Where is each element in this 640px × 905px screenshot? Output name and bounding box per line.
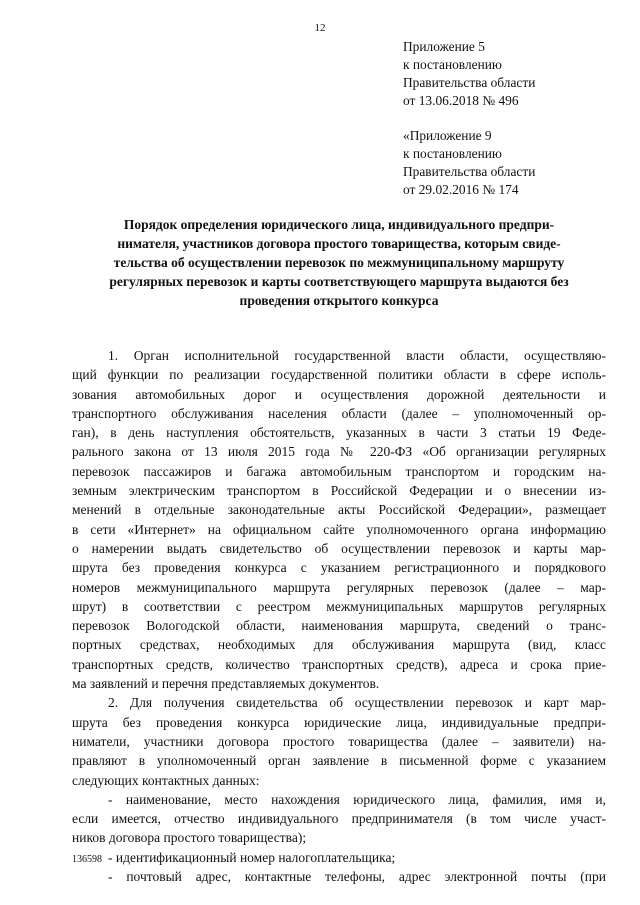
text-line: правляют в уполномоченный орган заявление в письменной форме с указанием <box>72 753 606 769</box>
appendix-line: от 29.02.2016 № 174 <box>403 182 519 197</box>
title-line: тельства об осуществлении перевозок по межмуниципальному маршруту <box>113 255 565 270</box>
text-line: номеров межмуниципального маршрута регулярных перевозок (далее – мар- <box>72 579 606 595</box>
text-line: перевозок пассажиров и багажа автомобильным транспортом и городским на- <box>72 463 606 479</box>
appendix-5-header <box>403 38 613 110</box>
appendix-line: от 13.06.2018 № 496 <box>403 93 519 108</box>
text-line: шрута без проведения конкурса юридические лица, индивидуальные предпри- <box>72 714 606 730</box>
text-line: в сети «Интернет» на официальном сайте уполномоченного органа информацию <box>72 521 606 537</box>
text-line: транспортных средств, количество транспортных средств), адреса и срока прие- <box>72 656 606 672</box>
text-line: портных средствах, необходимых для обслуживания маршрута (вид, класс <box>72 637 606 653</box>
appendix-line: Правительства области <box>403 75 536 90</box>
appendix-line: Приложение 5 <box>403 39 485 54</box>
text-line: земным электрическим транспортом в Российской Федерации и о внесении из- <box>72 483 606 499</box>
text-line: транспортного обслуживания населения области (далее – уполномоченный ор- <box>72 405 606 421</box>
paragraph-1 <box>72 346 606 693</box>
text-line: ма заявлений и перечня представляемых документов. <box>72 676 380 692</box>
list-item-tax-id <box>72 848 606 867</box>
title-line: регулярных перевозок и карты соответствующего маршрута выдаются без <box>109 274 569 289</box>
text-line: менений в отдельные законодательные акты Российской Федерации», размещает <box>72 502 606 518</box>
document-title <box>72 215 606 310</box>
appendix-line: к постановлению <box>403 146 502 161</box>
list-item-contacts <box>72 867 606 886</box>
text-line: - наименование, место нахождения юридического лица, фамилия, имя и, <box>108 791 606 807</box>
document-body <box>72 346 606 886</box>
text-line: - идентификационный номер налогоплательщика; <box>108 849 396 865</box>
text-line: шрута без проведения конкурса с указанием регистрационного и порядкового <box>72 560 606 576</box>
title-line: нимателя, участников договора простого товарищества, которым свиде- <box>117 236 561 251</box>
text-line: шрут) в соответствии с реестром межмуниципальных маршрутов регулярных <box>72 598 606 614</box>
text-line: если имеется, отчество индивидуального предпринимателя (в том числе участ- <box>72 811 606 827</box>
paragraph-2 <box>72 693 606 789</box>
page-number: 12 <box>314 22 326 34</box>
text-line: рального закона от 13 июля 2015 года № 220-ФЗ «Об организации регулярных <box>72 444 606 460</box>
list-item-name-location <box>72 790 606 848</box>
text-line: зования автомобильных дорог и осуществления дорожной деятельности и <box>72 386 606 402</box>
appendix-line: «Приложение 9 <box>403 128 492 143</box>
text-line: ниматели, участники договора простого товарищества (далее – заявители) на- <box>72 733 606 749</box>
text-line: перевозок Вологодской области, наименования маршрута, сведений о транс- <box>72 618 606 634</box>
text-line: следующих контактных данных: <box>72 772 260 788</box>
text-line: ган), в день наступления обстоятельств, указанных в части 3 статьи 19 Феде- <box>72 425 606 441</box>
appendix-9-header <box>403 127 613 199</box>
text-line: щий функции по реализации государственной политики области в сфере исполь- <box>72 367 606 383</box>
appendix-line: Правительства области <box>403 164 536 179</box>
title-line: проведения открытого конкурса <box>239 293 439 308</box>
text-line: 2. Для получения свидетельства об осуществлении перевозок и карт мар- <box>108 695 606 711</box>
text-line: - почтовый адрес, контактные телефоны, адрес электронной почты (при <box>108 869 606 885</box>
text-line: о намерении выдать свидетельство об осуществлении перевозок и карты мар- <box>72 540 606 556</box>
text-line: 1. Орган исполнительной государственной власти области, осуществляю- <box>108 348 606 363</box>
text-line: ников договора простого товарищества); <box>72 830 307 846</box>
appendix-line: к постановлению <box>403 57 502 72</box>
title-line: Порядок определения юридического лица, индивидуального предпри- <box>123 217 555 232</box>
footer-code: 136598 <box>72 854 102 865</box>
